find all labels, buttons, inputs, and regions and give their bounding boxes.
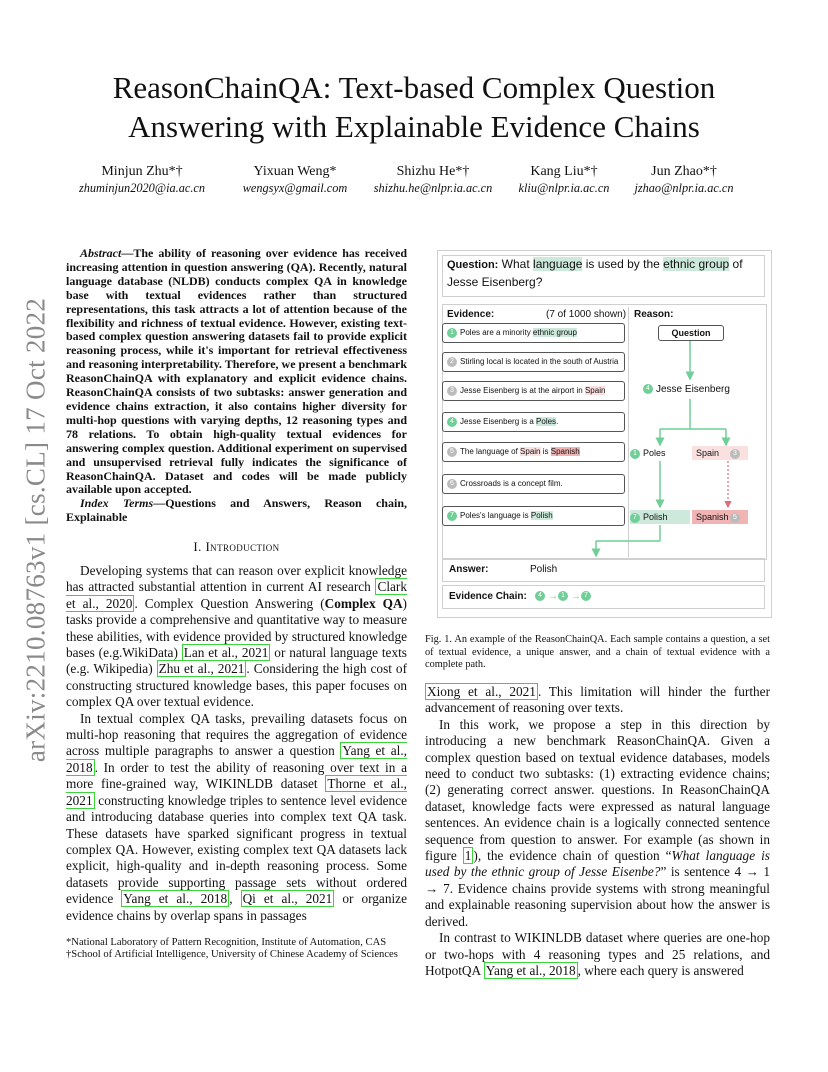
node-label: Spanish: [696, 512, 729, 522]
evidence-text: The language of: [460, 447, 521, 456]
paragraph: Developing systems that can reason over explicit knowledge has attracted substantial attention in current AI research Clark et al., 2020 . Complex Question Answering (Complex QA) tasks provide a comprehensive and quantitative way to measure these abilities, with evidence provided by structured knowledge bases (e.g.WikiData) Lan et al., 2021 or natural language texts (e.g. Wikipedia) Zhu et al., 2021 . Considering the high cost of constructing structured knowledge bases, this paper focuses on complex QA over textual evidence.: [66, 563, 407, 710]
figure-caption: Fig. 1. An example of the ReasonChainQA. Each sample contains a question, a set of textual evidence, a unique answer, and a chain of textual evidence with a complete path.: [425, 634, 770, 670]
number-badge: 5: [730, 513, 740, 523]
citation-link[interactable]: Lan et al., 2021: [183, 645, 269, 661]
abstract-text: —The ability of reasoning over evidence has received increasing attention in question answering (QA). Recently, natural language database (NLDB) conducts complex QA in knowledge base with textual evidences rather than structured representations, this task attracts a lot of attention because of the flexibility and richness of textual evidence. However, existing text-based complex question answering datasets fail to provide explicit reasoning process, while it's important for retrieval effectiveness and reasoning interpretability. Therefore, we present a benchmark ReasonChainQA with explanatory and explicit evidence chains. ReasonChainQA consists of two subtasks: answer generation and evidence chains extraction, it also contains higher diversity for multi-hop questions with varying depths, 12 reasoning types and 78 relations. To obtain high-quality textual evidences for answering complex question. Additional experiment on supervised and unsupervised retrieval fully indicates the significance of ReasonChainQA. Dataset and codes will be made publicly available upon accepted.: [66, 246, 407, 497]
evidence-text: Crossroads is a concept film.: [460, 479, 563, 488]
evidence-label: Evidence:: [447, 309, 495, 320]
reason-node-polish: [630, 510, 690, 524]
evidence-text: Jesse Eisenberg is a: [460, 417, 537, 426]
number-badge: 6: [447, 479, 457, 489]
author: [67, 163, 217, 197]
node-label: Poles: [643, 448, 666, 458]
index-terms-label: Index Terms: [80, 496, 154, 511]
citation-link[interactable]: Yang et al., 2018: [485, 962, 576, 978]
author-name: Minjun Zhu*†: [101, 164, 183, 179]
paper-title: ReasonChainQA: Text-based Complex Question Answering with Explainable Evidence Chains: [112, 70, 716, 144]
citation-link[interactable]: Qi et al., 2021: [242, 891, 333, 907]
paragraph: In textual complex QA tasks, prevailing datasets focus on multi-hop reasoning that requires the aggregation of evidence across multiple paragraphs to answer a question Yang et al., 2018 . In order to test the ability of reasoning over text in a more fine-grained way, WIKINLDB dataset Thorne et al., 2021 constructing knowledge triples to sentence level evidence and introducing database queries into complex text QA task. These datasets have sparked significant progress in textual complex QA. However, existing complex text QA datasets lack explicit, high-quality and in-depth reasoning process. Some datasets provide supporting passage sets without ordered evidence Yang et al., 2018 , Qi et al., 2021 or organize evidence chains by overlap spans in passages: [66, 710, 407, 923]
question-label: Question:: [447, 259, 499, 271]
chain-label: Evidence Chain:: [449, 591, 527, 602]
highlight: ethnic group: [532, 328, 577, 337]
footnote: †School of Artificial Intelligence, University of Chinese Academy of Sciences: [66, 949, 398, 961]
number-badge: 1: [630, 449, 640, 459]
question-text: is used by the: [582, 257, 664, 271]
footnotes: [66, 937, 407, 961]
intro-right-column: [425, 684, 770, 979]
arxiv-id: arXiv:2210.08763v1 [cs.CL] 17 Oct 2022: [20, 297, 51, 763]
node-label: Spain: [696, 448, 720, 458]
reason-node-jesse: [643, 383, 730, 397]
number-badge: 2: [447, 357, 457, 367]
author-email: wengsyx@gmail.com: [242, 181, 348, 195]
evidence-chain-box: [442, 585, 765, 609]
author: [220, 163, 370, 197]
number-badge: 7: [447, 511, 457, 521]
author: [609, 163, 759, 197]
paragraph: In this work, we propose a step in this direction by introducing a new benchmark ReasonChainQA. Given a complex question based on textual evidence databases, models need to conduct two subtasks: (1) extracting evidence chains; (2) generating correct answer. questions. In ReasonChainQA dataset, knowledge facts were expressed as natural language sentences. An evidence chain is a logically connected sentence sequence from question to answer. For example (as shown in figure 1 ), the evidence chain of question “What language is used by the ethnic group of Jesse Eisenbe?” is sentence 4 → 1 → 7. Evidence chains provide systems with strong meaningful and explainable reasoning supervision about how the answer is derived.: [425, 716, 770, 929]
author-name: Kang Liu*†: [530, 164, 598, 179]
answer-value: Polish: [530, 564, 558, 575]
figure-link[interactable]: 1: [464, 848, 472, 864]
citation-link[interactable]: Yang et al., 2018: [123, 891, 228, 907]
author-name: Yixuan Weng*: [253, 164, 337, 179]
question-text: What: [498, 257, 534, 271]
highlight: Spain: [520, 447, 541, 456]
paragraph: Xiong et al., 2021 . This limitation will hinder the further advancement of reasoning over texts.: [425, 684, 770, 716]
evidence-text: is: [540, 447, 551, 456]
highlight: Polish: [530, 511, 553, 520]
citation-link[interactable]: Zhu et al., 2021: [158, 661, 245, 677]
arxiv-stamp: [6, 297, 66, 763]
number-badge: 4: [643, 384, 653, 394]
highlight: Spanish: [550, 447, 580, 456]
paragraph: In contrast to WIKINLDB dataset where queries are one-hop or two-hops with 4 reasoning types and 25 relations, and HotpotQA Yang et al., 2018 , where each query is answered: [425, 930, 770, 978]
abstract: [66, 247, 407, 525]
number-badge: 4: [535, 591, 545, 601]
highlight: language: [533, 257, 583, 271]
reason-label: Reason:: [634, 309, 674, 320]
author-email: jzhao@nlpr.ia.ac.cn: [634, 181, 734, 195]
evidence-text: Stirling local is located in the south of Austria: [460, 357, 619, 366]
number-badge: 1: [447, 328, 457, 338]
citation-link[interactable]: Xiong et al., 2021: [427, 684, 536, 699]
node-label: Jesse Eisenberg: [656, 384, 730, 395]
abstract-label: Abstract: [80, 246, 122, 260]
author-name: Shizhu He*†: [396, 164, 470, 179]
arrow-icon: →: [548, 591, 558, 602]
number-badge: 3: [730, 449, 740, 459]
reason-node-poles: [630, 446, 688, 460]
answer-label: Answer:: [449, 564, 489, 575]
highlight: ethnic group: [663, 257, 730, 271]
reason-node-spain-num: [730, 446, 743, 460]
number-badge: 5: [447, 447, 457, 457]
number-badge: 7: [581, 591, 591, 601]
index-terms-text: —Questions and Answers, Reason chain, Explainable: [66, 496, 407, 525]
citation-link[interactable]: Yang et al., 2018: [66, 743, 407, 775]
author: [358, 163, 508, 197]
reason-question-node: Question: [658, 325, 724, 341]
question-text: of Jesse Eisenberg?: [447, 257, 743, 289]
highlight: Spain: [584, 386, 606, 395]
intro-left-column: [66, 563, 407, 924]
highlight: Poles: [536, 417, 557, 426]
citation-link[interactable]: Clark et al., 2020: [66, 579, 407, 611]
evidence-text: Poles are a minority: [460, 328, 533, 337]
author-email: kliu@nlpr.ia.ac.cn: [518, 181, 610, 195]
author-email: zhuminjun2020@ia.ac.cn: [78, 181, 206, 195]
number-badge: 4: [447, 417, 457, 427]
reason-node-spanish-num: [730, 510, 743, 524]
chain-sequence: [535, 586, 594, 608]
number-badge: 3: [447, 386, 457, 396]
evidence-text: Jesse Eisenberg is at the airport in: [460, 386, 585, 395]
node-label: Polish: [643, 512, 668, 522]
answer-box: [442, 558, 765, 582]
evidence-text: .: [556, 417, 559, 426]
number-badge: 1: [558, 591, 568, 601]
evidence-text: Poles's language is: [460, 511, 531, 520]
footnote: *National Laboratory of Pattern Recognition, Institute of Automation, CAS: [66, 937, 387, 948]
author-email: shizhu.he@nlpr.ia.ac.cn: [373, 181, 493, 195]
number-badge: 7: [630, 513, 640, 523]
figure-1: [437, 250, 772, 618]
citation-link[interactable]: Thorne et al., 2021: [66, 776, 407, 808]
author-name: Jun Zhao*†: [651, 164, 717, 179]
section-heading: I. Introduction: [193, 539, 280, 554]
arrow-icon: →: [571, 591, 581, 602]
evidence-count: (7 of 1000 shown): [546, 309, 627, 320]
